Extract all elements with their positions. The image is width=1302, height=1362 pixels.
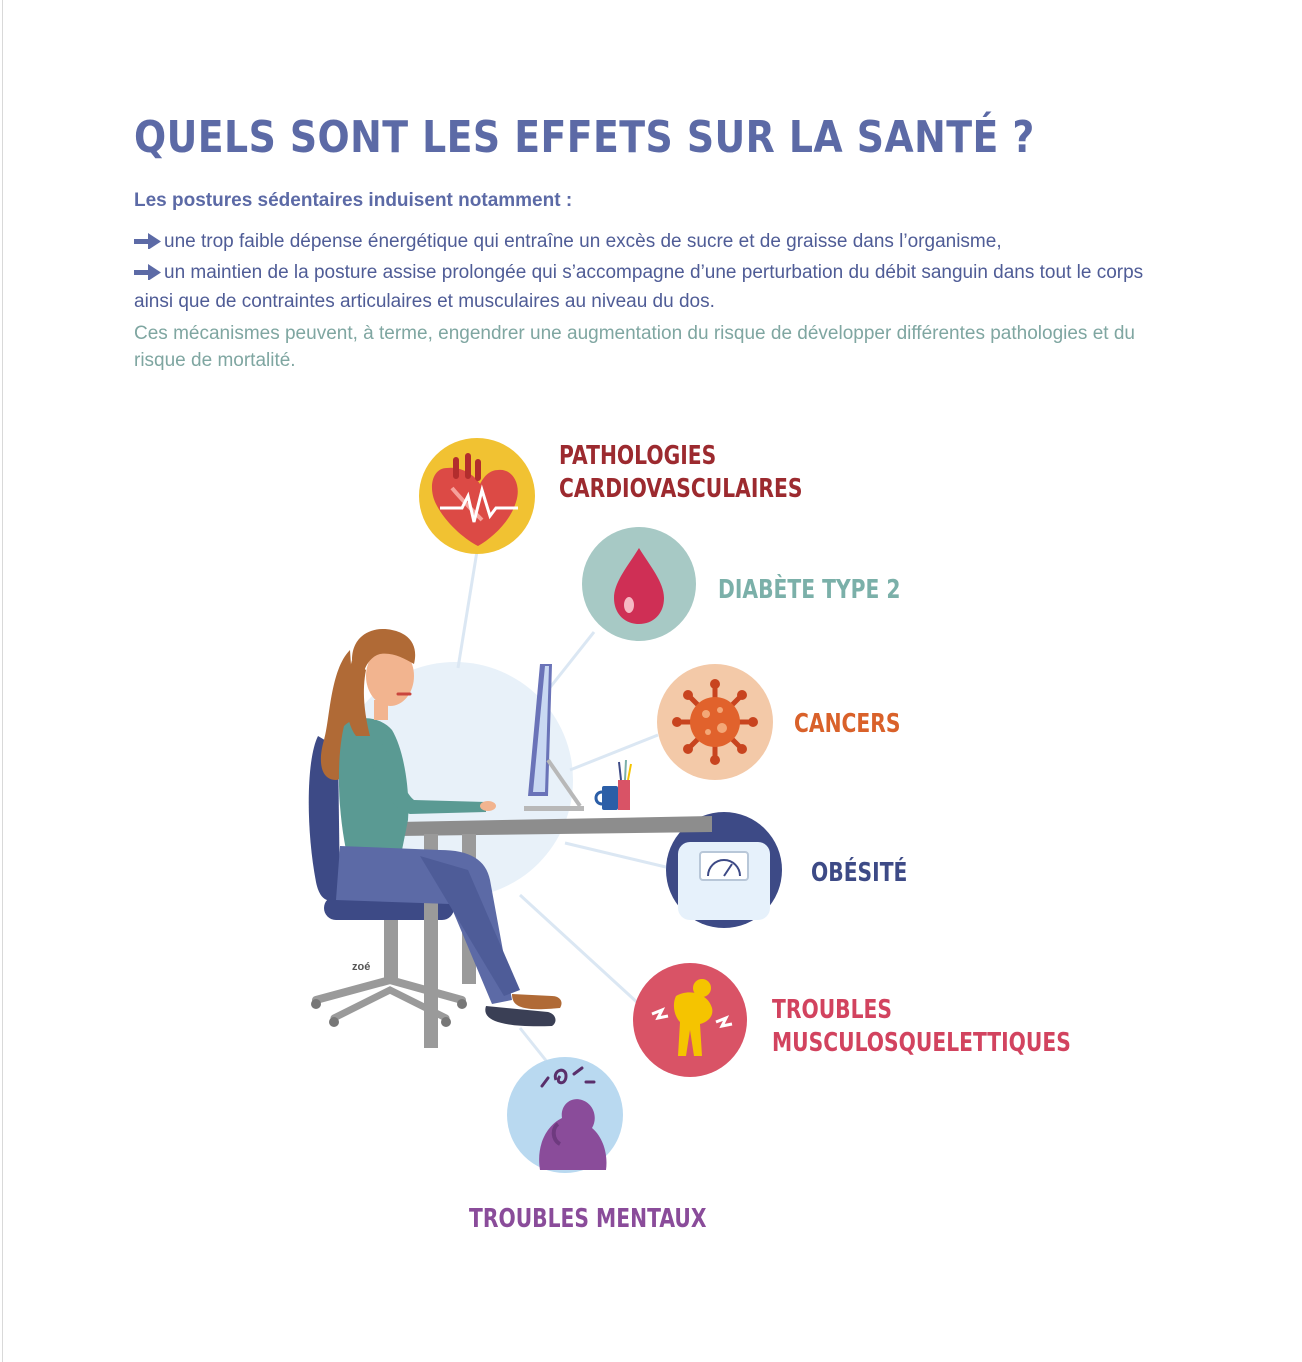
bullet-text: un maintien de la posture assise prolongée qui s’accompagne d’une perturbation du débit sanguin dans tout le corps ainsi que de contraintes articulaires et musculaires au niveau du dos. [134,262,1144,312]
label-cardiovascular [559,440,802,506]
mug-and-pencils [596,760,631,810]
conclusion-text: Ces mécanismes peuvent, à terme, engendrer une augmentation du risque de développer différentes pathologies et du risque de mortalité. [134,323,1135,371]
label-mental [469,1203,706,1236]
artist-signature: zoé [352,961,371,973]
label-line: PATHOLOGIES [559,441,717,471]
page-title: QUELS SONT LES EFFETS SUR LA SANTÉ ? [134,112,1035,163]
blood-drop-icon [582,527,696,641]
label-line: TROUBLES [772,995,892,1025]
label-cancers [794,708,901,741]
mental-distress-icon [507,1057,623,1173]
intro-text: Les postures sédentaires induisent notamment : [134,190,573,211]
label-line: DIABÈTE TYPE 2 [718,575,901,605]
label-line: OBÉSITÉ [811,858,908,888]
label-line: CANCERS [794,709,901,739]
back-pain-icon [633,963,747,1077]
bullet-text: une trop faible dépense énergétique qui entraîne un excès de sucre et de graisse dans l’organisme, [164,231,1002,252]
cancer-cell-icon [657,664,773,780]
label-obesity [811,857,907,890]
label-line: TROUBLES MENTAUX [469,1204,707,1234]
label-msd [772,994,1071,1060]
heart-icon [419,438,535,554]
label-line: MUSCULOSQUELETTIQUES [772,1028,1071,1058]
label-diabetes [718,574,901,607]
label-line: CARDIOVASCULAIRES [559,474,803,504]
